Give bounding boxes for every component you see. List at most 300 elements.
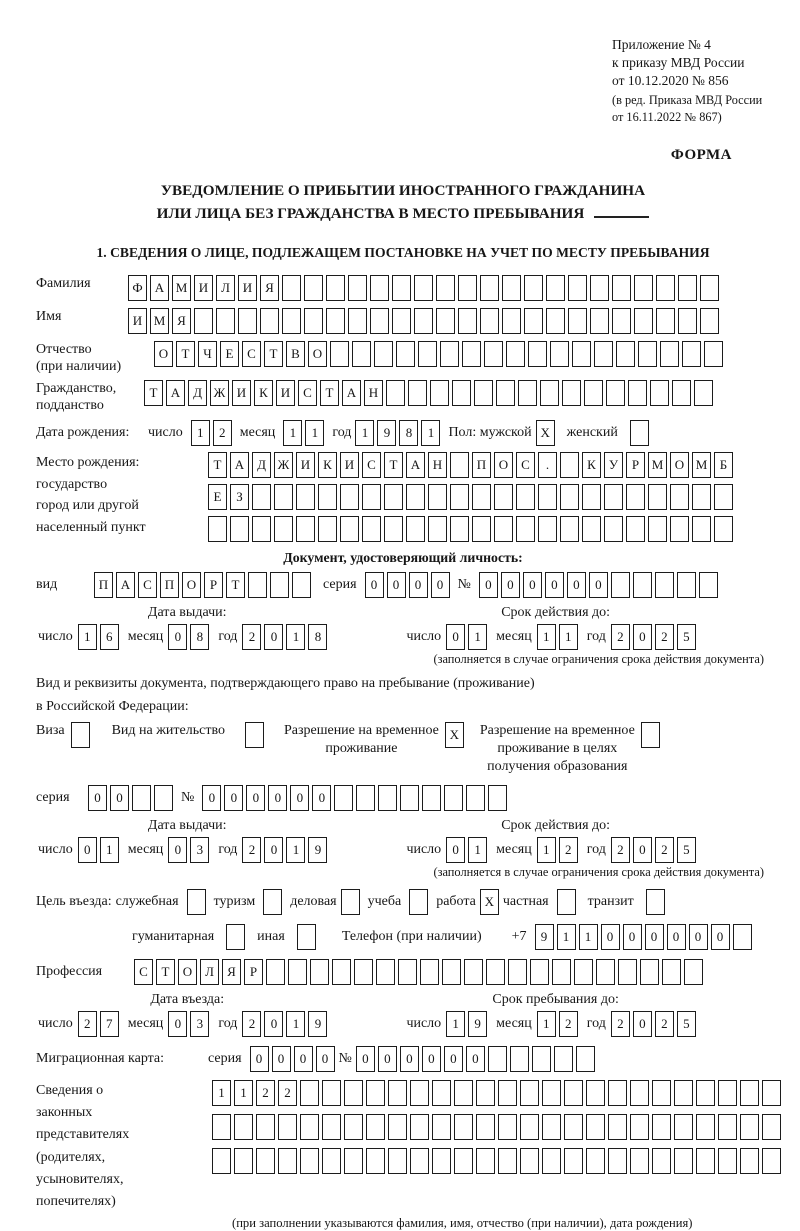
char-cell[interactable] [606, 380, 625, 406]
char-cell[interactable] [594, 341, 613, 367]
char-cell[interactable] [208, 516, 227, 542]
char-cell[interactable]: Д [252, 452, 271, 478]
char-cell[interactable] [71, 722, 90, 748]
char-cell[interactable]: Е [208, 484, 227, 510]
char-cell[interactable] [678, 275, 697, 301]
char-cell[interactable] [674, 1148, 693, 1174]
char-cell[interactable] [248, 572, 267, 598]
purpose-work-checkbox[interactable] [480, 889, 499, 915]
char-cell[interactable]: Л [200, 959, 219, 985]
char-cell[interactable] [330, 341, 349, 367]
char-cell[interactable] [414, 275, 433, 301]
char-cell[interactable] [472, 516, 491, 542]
char-cell[interactable] [692, 516, 711, 542]
char-cell[interactable] [630, 1114, 649, 1140]
char-cell[interactable]: К [582, 452, 601, 478]
char-cell[interactable] [612, 275, 631, 301]
char-cell[interactable]: 1 [100, 837, 119, 863]
char-cell[interactable] [292, 572, 311, 598]
char-cell[interactable] [718, 1114, 737, 1140]
char-cell[interactable] [626, 516, 645, 542]
char-cell[interactable]: 9 [308, 837, 327, 863]
char-cell[interactable] [432, 1114, 451, 1140]
char-cell[interactable] [596, 959, 615, 985]
char-cell[interactable]: 5 [677, 624, 696, 650]
char-cell[interactable] [318, 516, 337, 542]
char-cell[interactable] [296, 516, 315, 542]
birth-place-row2[interactable] [208, 484, 733, 510]
char-cell[interactable] [678, 308, 697, 334]
char-cell[interactable] [740, 1080, 759, 1106]
char-cell[interactable]: А [150, 275, 169, 301]
char-cell[interactable]: 9 [535, 924, 554, 950]
char-cell[interactable] [562, 380, 581, 406]
char-cell[interactable]: 0 [168, 1011, 187, 1037]
res-valid-month-boxes[interactable] [537, 837, 578, 863]
sex-female-checkbox[interactable] [630, 420, 649, 446]
char-cell[interactable]: 0 [601, 924, 620, 950]
char-cell[interactable]: Р [204, 572, 223, 598]
char-cell[interactable]: 1 [355, 420, 374, 446]
char-cell[interactable] [370, 275, 389, 301]
char-cell[interactable] [430, 380, 449, 406]
char-cell[interactable]: 8 [399, 420, 418, 446]
char-cell[interactable] [442, 959, 461, 985]
char-cell[interactable] [740, 1114, 759, 1140]
purpose-private-checkbox[interactable] [557, 889, 576, 915]
char-cell[interactable] [498, 1080, 517, 1106]
char-cell[interactable] [388, 1148, 407, 1174]
profession-boxes[interactable] [134, 959, 703, 985]
char-cell[interactable] [454, 1114, 473, 1140]
char-cell[interactable] [366, 1148, 385, 1174]
char-cell[interactable] [494, 484, 513, 510]
char-cell[interactable]: 0 [501, 572, 520, 598]
char-cell[interactable] [450, 452, 469, 478]
char-cell[interactable] [296, 484, 315, 510]
char-cell[interactable] [422, 785, 441, 811]
char-cell[interactable] [410, 1148, 429, 1174]
char-cell[interactable]: И [194, 275, 213, 301]
char-cell[interactable] [630, 1148, 649, 1174]
char-cell[interactable]: 2 [655, 1011, 674, 1037]
char-cell[interactable] [568, 275, 587, 301]
char-cell[interactable]: А [406, 452, 425, 478]
char-cell[interactable] [278, 1148, 297, 1174]
phone-boxes[interactable] [535, 924, 752, 950]
char-cell[interactable]: 1 [212, 1080, 231, 1106]
char-cell[interactable] [154, 785, 173, 811]
entry-month-boxes[interactable] [168, 1011, 209, 1037]
birth-year-boxes[interactable] [355, 420, 440, 446]
citizenship-boxes[interactable] [144, 380, 713, 406]
char-cell[interactable] [376, 959, 395, 985]
char-cell[interactable]: 9 [308, 1011, 327, 1037]
birth-day-boxes[interactable] [191, 420, 232, 446]
char-cell[interactable]: И [238, 275, 257, 301]
char-cell[interactable]: О [182, 572, 201, 598]
char-cell[interactable]: Ж [274, 452, 293, 478]
char-cell[interactable]: 1 [446, 1011, 465, 1037]
char-cell[interactable] [304, 308, 323, 334]
res-number-boxes[interactable] [202, 785, 507, 811]
char-cell[interactable] [520, 1148, 539, 1174]
char-cell[interactable] [560, 452, 579, 478]
char-cell[interactable]: . [538, 452, 557, 478]
char-cell[interactable]: 1 [286, 624, 305, 650]
char-cell[interactable]: 2 [256, 1080, 275, 1106]
purpose-humanitarian-checkbox[interactable] [226, 924, 245, 950]
char-cell[interactable] [480, 275, 499, 301]
char-cell[interactable] [476, 1080, 495, 1106]
char-cell[interactable] [384, 516, 403, 542]
id-issue-month-boxes[interactable] [168, 624, 209, 650]
char-cell[interactable]: Р [244, 959, 263, 985]
char-cell[interactable] [398, 959, 417, 985]
char-cell[interactable] [672, 380, 691, 406]
char-cell[interactable] [476, 1148, 495, 1174]
char-cell[interactable] [542, 1080, 561, 1106]
char-cell[interactable]: 1 [579, 924, 598, 950]
char-cell[interactable]: 0 [523, 572, 542, 598]
char-cell[interactable] [670, 516, 689, 542]
purpose-transit-checkbox[interactable] [646, 889, 665, 915]
char-cell[interactable]: О [178, 959, 197, 985]
char-cell[interactable]: 0 [264, 837, 283, 863]
char-cell[interactable]: Р [626, 452, 645, 478]
char-cell[interactable] [318, 484, 337, 510]
char-cell[interactable]: 3 [190, 837, 209, 863]
char-cell[interactable]: 0 [88, 785, 107, 811]
char-cell[interactable] [674, 1080, 693, 1106]
char-cell[interactable] [386, 380, 405, 406]
sex-male-checkbox[interactable] [536, 420, 555, 446]
char-cell[interactable] [300, 1148, 319, 1174]
char-cell[interactable]: 2 [559, 1011, 578, 1037]
char-cell[interactable] [132, 785, 151, 811]
char-cell[interactable] [440, 341, 459, 367]
char-cell[interactable] [452, 380, 471, 406]
char-cell[interactable]: О [494, 452, 513, 478]
char-cell[interactable]: С [138, 572, 157, 598]
char-cell[interactable]: 6 [100, 624, 119, 650]
char-cell[interactable] [348, 308, 367, 334]
char-cell[interactable]: С [298, 380, 317, 406]
given-name-boxes[interactable] [128, 308, 719, 334]
char-cell[interactable] [694, 380, 713, 406]
char-cell[interactable]: С [362, 452, 381, 478]
char-cell[interactable]: 0 [365, 572, 384, 598]
char-cell[interactable] [392, 308, 411, 334]
char-cell[interactable] [476, 1114, 495, 1140]
doc-type-boxes[interactable] [94, 572, 311, 598]
char-cell[interactable] [216, 308, 235, 334]
char-cell[interactable] [341, 889, 360, 915]
char-cell[interactable] [462, 341, 481, 367]
char-cell[interactable] [432, 1148, 451, 1174]
char-cell[interactable] [472, 484, 491, 510]
char-cell[interactable] [274, 516, 293, 542]
char-cell[interactable]: П [94, 572, 113, 598]
char-cell[interactable]: В [286, 341, 305, 367]
char-cell[interactable]: 1 [557, 924, 576, 950]
purpose-other-checkbox[interactable] [297, 924, 316, 950]
char-cell[interactable] [410, 1114, 429, 1140]
char-cell[interactable]: 0 [623, 924, 642, 950]
char-cell[interactable]: 2 [278, 1080, 297, 1106]
char-cell[interactable] [646, 889, 665, 915]
char-cell[interactable] [436, 275, 455, 301]
char-cell[interactable] [608, 1148, 627, 1174]
char-cell[interactable] [354, 959, 373, 985]
char-cell[interactable]: 1 [468, 624, 487, 650]
char-cell[interactable] [626, 484, 645, 510]
char-cell[interactable]: 2 [242, 837, 261, 863]
representatives-row1[interactable] [212, 1080, 781, 1106]
char-cell[interactable] [634, 308, 653, 334]
char-cell[interactable] [762, 1148, 781, 1174]
char-cell[interactable] [378, 785, 397, 811]
char-cell[interactable]: 1 [537, 624, 556, 650]
char-cell[interactable]: 0 [168, 837, 187, 863]
char-cell[interactable] [648, 484, 667, 510]
char-cell[interactable] [520, 1080, 539, 1106]
char-cell[interactable] [677, 572, 696, 598]
char-cell[interactable]: 1 [537, 837, 556, 863]
char-cell[interactable]: 0 [224, 785, 243, 811]
char-cell[interactable] [634, 275, 653, 301]
char-cell[interactable] [524, 308, 543, 334]
id-number-boxes[interactable] [479, 572, 718, 598]
surname-boxes[interactable] [128, 275, 719, 301]
purpose-tourism-checkbox[interactable] [263, 889, 282, 915]
char-cell[interactable]: 0 [356, 1046, 375, 1072]
char-cell[interactable] [340, 516, 359, 542]
char-cell[interactable] [611, 572, 630, 598]
char-cell[interactable] [696, 1080, 715, 1106]
char-cell[interactable] [630, 420, 649, 446]
char-cell[interactable] [230, 516, 249, 542]
char-cell[interactable]: 0 [264, 1011, 283, 1037]
char-cell[interactable]: 0 [264, 624, 283, 650]
char-cell[interactable] [297, 924, 316, 950]
char-cell[interactable] [366, 1080, 385, 1106]
char-cell[interactable] [506, 341, 525, 367]
char-cell[interactable] [608, 1080, 627, 1106]
char-cell[interactable] [704, 341, 723, 367]
char-cell[interactable]: 2 [78, 1011, 97, 1037]
char-cell[interactable]: Т [208, 452, 227, 478]
char-cell[interactable] [524, 275, 543, 301]
char-cell[interactable]: Т [226, 572, 245, 598]
char-cell[interactable]: 1 [286, 1011, 305, 1037]
char-cell[interactable] [656, 308, 675, 334]
char-cell[interactable]: Т [144, 380, 163, 406]
char-cell[interactable]: X [445, 722, 464, 748]
char-cell[interactable] [348, 275, 367, 301]
char-cell[interactable]: 1 [559, 624, 578, 650]
char-cell[interactable]: 0 [645, 924, 664, 950]
char-cell[interactable]: Н [428, 452, 447, 478]
char-cell[interactable] [436, 308, 455, 334]
char-cell[interactable] [762, 1080, 781, 1106]
char-cell[interactable] [252, 516, 271, 542]
char-cell[interactable] [532, 1046, 551, 1072]
char-cell[interactable]: 0 [633, 1011, 652, 1037]
char-cell[interactable]: С [242, 341, 261, 367]
char-cell[interactable] [344, 1114, 363, 1140]
entry-day-boxes[interactable] [78, 1011, 119, 1037]
char-cell[interactable] [546, 308, 565, 334]
char-cell[interactable] [474, 380, 493, 406]
char-cell[interactable]: 2 [242, 624, 261, 650]
char-cell[interactable] [641, 722, 660, 748]
char-cell[interactable] [660, 341, 679, 367]
char-cell[interactable]: Л [216, 275, 235, 301]
char-cell[interactable]: Ж [210, 380, 229, 406]
char-cell[interactable]: 2 [559, 837, 578, 863]
char-cell[interactable] [392, 275, 411, 301]
char-cell[interactable] [420, 959, 439, 985]
char-cell[interactable]: Я [172, 308, 191, 334]
char-cell[interactable] [458, 275, 477, 301]
char-cell[interactable]: 3 [190, 1011, 209, 1037]
char-cell[interactable]: 2 [213, 420, 232, 446]
char-cell[interactable] [498, 1114, 517, 1140]
char-cell[interactable] [714, 484, 733, 510]
char-cell[interactable]: Н [364, 380, 383, 406]
char-cell[interactable] [409, 889, 428, 915]
char-cell[interactable] [662, 959, 681, 985]
char-cell[interactable]: Т [320, 380, 339, 406]
char-cell[interactable] [263, 889, 282, 915]
char-cell[interactable]: М [150, 308, 169, 334]
char-cell[interactable]: 0 [446, 624, 465, 650]
char-cell[interactable] [618, 959, 637, 985]
representatives-row3[interactable] [212, 1148, 781, 1174]
char-cell[interactable]: 0 [667, 924, 686, 950]
char-cell[interactable]: 0 [202, 785, 221, 811]
char-cell[interactable] [494, 516, 513, 542]
char-cell[interactable] [486, 959, 505, 985]
char-cell[interactable]: 2 [655, 624, 674, 650]
char-cell[interactable] [428, 516, 447, 542]
char-cell[interactable]: 8 [308, 624, 327, 650]
char-cell[interactable]: 0 [168, 624, 187, 650]
char-cell[interactable] [362, 484, 381, 510]
char-cell[interactable] [322, 1148, 341, 1174]
char-cell[interactable]: П [472, 452, 491, 478]
char-cell[interactable] [282, 275, 301, 301]
char-cell[interactable] [370, 308, 389, 334]
char-cell[interactable]: 2 [611, 624, 630, 650]
char-cell[interactable]: М [692, 452, 711, 478]
char-cell[interactable] [564, 1114, 583, 1140]
char-cell[interactable] [538, 484, 557, 510]
char-cell[interactable]: З [230, 484, 249, 510]
char-cell[interactable] [454, 1148, 473, 1174]
char-cell[interactable] [700, 308, 719, 334]
char-cell[interactable]: 0 [446, 837, 465, 863]
char-cell[interactable] [560, 484, 579, 510]
char-cell[interactable]: 2 [611, 837, 630, 863]
char-cell[interactable] [396, 341, 415, 367]
char-cell[interactable]: 0 [400, 1046, 419, 1072]
char-cell[interactable]: 1 [468, 837, 487, 863]
char-cell[interactable] [572, 341, 591, 367]
char-cell[interactable] [187, 889, 206, 915]
char-cell[interactable] [648, 516, 667, 542]
char-cell[interactable] [432, 1080, 451, 1106]
id-valid-day-boxes[interactable] [446, 624, 487, 650]
char-cell[interactable] [582, 484, 601, 510]
char-cell[interactable] [322, 1114, 341, 1140]
char-cell[interactable]: М [172, 275, 191, 301]
char-cell[interactable] [234, 1148, 253, 1174]
char-cell[interactable]: Д [188, 380, 207, 406]
id-valid-month-boxes[interactable] [537, 624, 578, 650]
id-issue-day-boxes[interactable] [78, 624, 119, 650]
char-cell[interactable]: Т [264, 341, 283, 367]
char-cell[interactable]: И [276, 380, 295, 406]
char-cell[interactable]: Т [156, 959, 175, 985]
char-cell[interactable]: 0 [290, 785, 309, 811]
char-cell[interactable]: С [516, 452, 535, 478]
char-cell[interactable] [464, 959, 483, 985]
char-cell[interactable] [234, 1114, 253, 1140]
char-cell[interactable]: 0 [110, 785, 129, 811]
purpose-official-checkbox[interactable] [187, 889, 206, 915]
char-cell[interactable] [450, 516, 469, 542]
char-cell[interactable]: О [308, 341, 327, 367]
char-cell[interactable] [428, 484, 447, 510]
char-cell[interactable] [344, 1148, 363, 1174]
char-cell[interactable] [530, 959, 549, 985]
char-cell[interactable]: 1 [283, 420, 302, 446]
char-cell[interactable] [480, 308, 499, 334]
res-series-boxes[interactable] [88, 785, 173, 811]
char-cell[interactable] [714, 516, 733, 542]
char-cell[interactable]: 0 [78, 837, 97, 863]
char-cell[interactable] [604, 516, 623, 542]
char-cell[interactable] [488, 1046, 507, 1072]
char-cell[interactable] [718, 1080, 737, 1106]
id-valid-year-boxes[interactable] [611, 624, 696, 650]
char-cell[interactable]: 2 [611, 1011, 630, 1037]
char-cell[interactable] [696, 1148, 715, 1174]
char-cell[interactable] [332, 959, 351, 985]
char-cell[interactable]: И [340, 452, 359, 478]
char-cell[interactable] [458, 308, 477, 334]
char-cell[interactable]: Ф [128, 275, 147, 301]
char-cell[interactable] [400, 785, 419, 811]
temp-residence-edu-checkbox[interactable] [641, 722, 660, 748]
char-cell[interactable] [516, 484, 535, 510]
char-cell[interactable] [256, 1114, 275, 1140]
char-cell[interactable] [362, 516, 381, 542]
char-cell[interactable] [557, 889, 576, 915]
char-cell[interactable] [546, 275, 565, 301]
char-cell[interactable] [552, 959, 571, 985]
char-cell[interactable]: М [648, 452, 667, 478]
char-cell[interactable] [326, 275, 345, 301]
char-cell[interactable]: 0 [567, 572, 586, 598]
char-cell[interactable] [454, 1080, 473, 1106]
residence-permit-checkbox[interactable] [245, 722, 264, 748]
char-cell[interactable] [274, 484, 293, 510]
char-cell[interactable] [212, 1114, 231, 1140]
char-cell[interactable] [516, 516, 535, 542]
